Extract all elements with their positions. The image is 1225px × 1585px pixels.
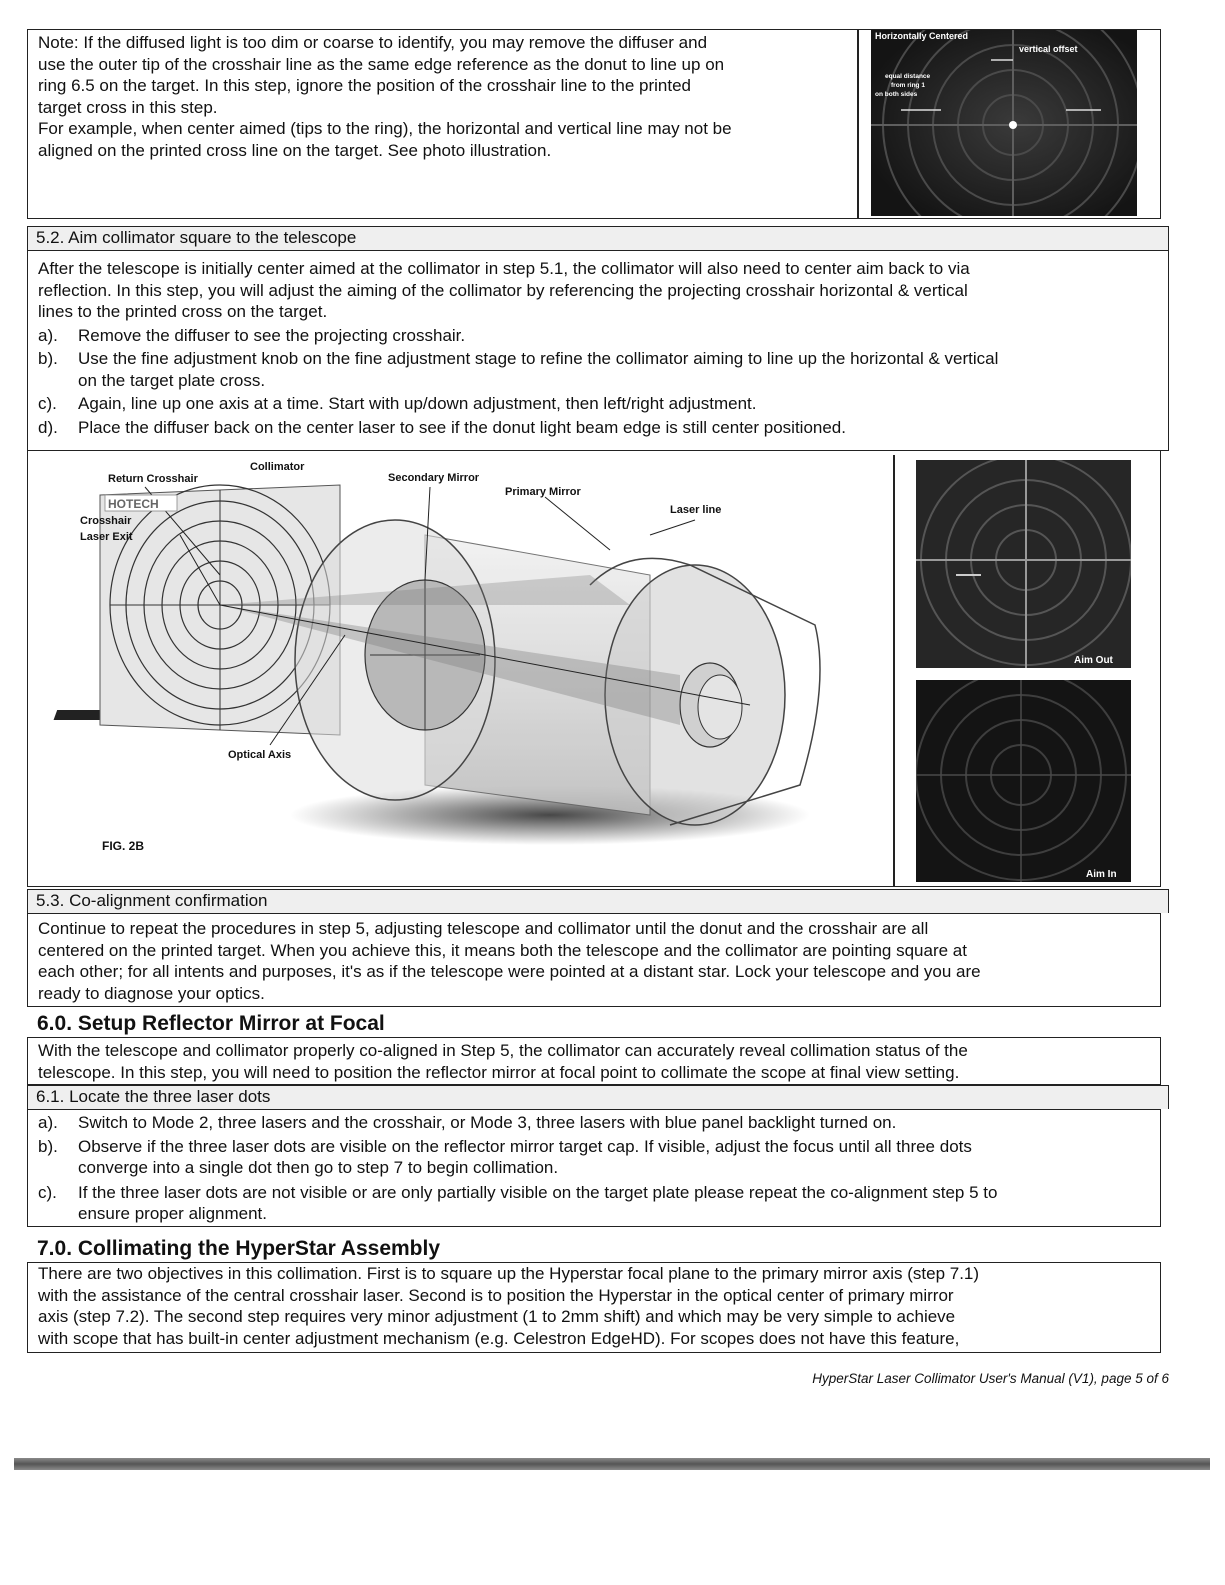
note-text	[38, 32, 858, 161]
label-primary-mirror: Primary Mirror	[505, 486, 581, 498]
label-laser-exit: Laser Exit	[80, 531, 133, 543]
section-5-2-text	[38, 258, 1158, 438]
note-line: use the outer tip of the crosshair line as the same edge reference as the donut to line up on	[38, 54, 725, 74]
s61-item-a: a). Switch to Mode 2, three lasers and the crosshair, or Mode 3, three lasers with blue panel backlight turned on.	[38, 1113, 897, 1132]
note-photo	[871, 30, 1137, 216]
s70-line: with the assistance of the central crosshair laser. Second is to position the Hyperstar in the optical center of primary mirror	[38, 1285, 954, 1305]
label-laser-line: Laser line	[670, 504, 722, 516]
note-photo-divider	[857, 29, 859, 219]
note-line: ring 6.5 on the target. In this step, ignore the position of the crosshair line to the printed	[38, 76, 692, 95]
s70-line: There are two objectives in this collimation. First is to square up the Hyperstar focal plane to the primary mirror axis (step 7.1)	[38, 1264, 980, 1283]
s53-line: Continue to repeat the procedures in step 5, adjusting telescope and collimator until the donut and the crosshair are all	[38, 919, 929, 938]
s53-line: centered on the printed target. When you achieve this, it means both the telescope and the collimator are pointing square at	[38, 940, 967, 960]
section-6-1-heading: 6.1. Locate the three laser dots	[27, 1085, 1169, 1109]
aim-in-caption: Aim In	[1086, 869, 1117, 880]
section-6-1-text	[38, 1112, 1158, 1225]
s61-item-c: c). If the three laser dots are not visible or are only partially visible on the target plate please repeat the co-alignment step 5 to ensure proper alignment.	[38, 1182, 998, 1223]
s53-line: each other; for all intents and purposes, it's as if the telescope were pointed at a distant star. Lock your telescope and you are	[38, 962, 981, 981]
s52-intro-line: After the telescope is initially center aimed at the collimator in step 5.1, the collimator will also need to center aim back to via	[38, 259, 970, 278]
s60-line: telescope. In this step, you will need to position the reflector mirror at focal point to collimate the scope at final view setting.	[38, 1062, 960, 1082]
aim-out-caption: Aim Out	[1074, 655, 1113, 666]
s52-item-a: a). Remove the diffuser to see the projecting crosshair.	[38, 325, 466, 345]
target-photo-graphic	[871, 30, 1137, 216]
s52-item-b: b). Use the fine adjustment knob on the fine adjustment stage to refine the collimator aiming to line up the horizontal & vertical on the target plate cross.	[38, 349, 999, 390]
note-line: For example, when center aimed (tips to the ring), the horizontal and vertical line may not be	[38, 119, 732, 138]
section-5-3-heading: 5.3. Co-alignment confirmation	[27, 889, 1169, 913]
photo-caption-equal: on both sides	[875, 91, 918, 98]
s70-line: axis (step 7.2). The second step requires very minor adjustment (1 to 2mm shift) and which may be very simple to achieve	[38, 1307, 956, 1326]
photo-caption-equal: from ring 1	[891, 82, 925, 89]
telescope-diagram	[30, 455, 890, 885]
photo-caption-offset: vertical offset	[1019, 44, 1078, 54]
page-footer: HyperStar Laser Collimator User's Manual (V1), page 5 of 6	[812, 1371, 1169, 1386]
aim-in-photo	[916, 680, 1131, 882]
label-crosshair: Crosshair	[80, 515, 132, 527]
note-line: target cross in this step.	[38, 97, 218, 117]
section-7-0-text	[38, 1263, 1158, 1349]
s61-item-b: b). Observe if the three laser dots are visible on the reflector mirror target cap. If visible, adjust the focus until all three dots converge into a single dot then go to step 7 to begin collimation.	[38, 1136, 972, 1177]
s52-intro-line: lines to the printed cross on the target.	[38, 302, 328, 321]
label-secondary-mirror: Secondary Mirror	[388, 472, 480, 484]
s70-line: with scope that has built-in center adjustment mechanism (e.g. Celestron EdgeHD). For scopes does not have this feature,	[38, 1328, 960, 1348]
label-brand: HOTECH	[108, 497, 159, 511]
s52-item-d: d). Place the diffuser back on the center laser to see if the donut light beam edge is still center positioned.	[38, 417, 846, 437]
section-5-3-text	[38, 918, 1158, 1004]
photo-caption-top: Horizontally Centered	[875, 31, 969, 41]
section-6-0-title: 6.0. Setup Reflector Mirror at Focal	[37, 1012, 385, 1035]
photo-caption-equal: equal distance	[885, 73, 931, 80]
s60-line: With the telescope and collimator properly co-aligned in Step 5, the collimator can accurately reveal collimation status of the	[38, 1041, 968, 1060]
s53-line: ready to diagnose your optics.	[38, 983, 265, 1003]
section-6-0-text	[38, 1040, 1158, 1083]
s52-intro-line: reflection. In this step, you will adjust the aiming of the collimator by referencing the projecting crosshair horizontal & vertical	[38, 280, 968, 300]
note-line: aligned on the printed cross line on the target. See photo illustration.	[38, 140, 552, 160]
label-fig-2b: FIG. 2B	[102, 839, 145, 853]
note-line: Note: If the diffused light is too dim or coarse to identify, you may remove the diffuser and	[38, 33, 708, 52]
section-7-0-title: 7.0. Collimating the HyperStar Assembly	[37, 1237, 441, 1260]
figure-divider	[893, 455, 895, 887]
label-return-crosshair: Return Crosshair	[108, 473, 198, 485]
bottom-scan-bar	[14, 1458, 1210, 1470]
aim-out-photo	[916, 460, 1131, 668]
s52-item-c: c). Again, line up one axis at a time. Start with up/down adjustment, then left/right adjustment.	[38, 394, 757, 413]
section-5-2-heading: 5.2. Aim collimator square to the telescope	[27, 226, 1169, 250]
label-optical-axis: Optical Axis	[228, 749, 292, 761]
aim-in-graphic	[916, 680, 1131, 882]
aim-out-graphic	[916, 460, 1131, 668]
label-collimator: Collimator	[250, 461, 305, 473]
